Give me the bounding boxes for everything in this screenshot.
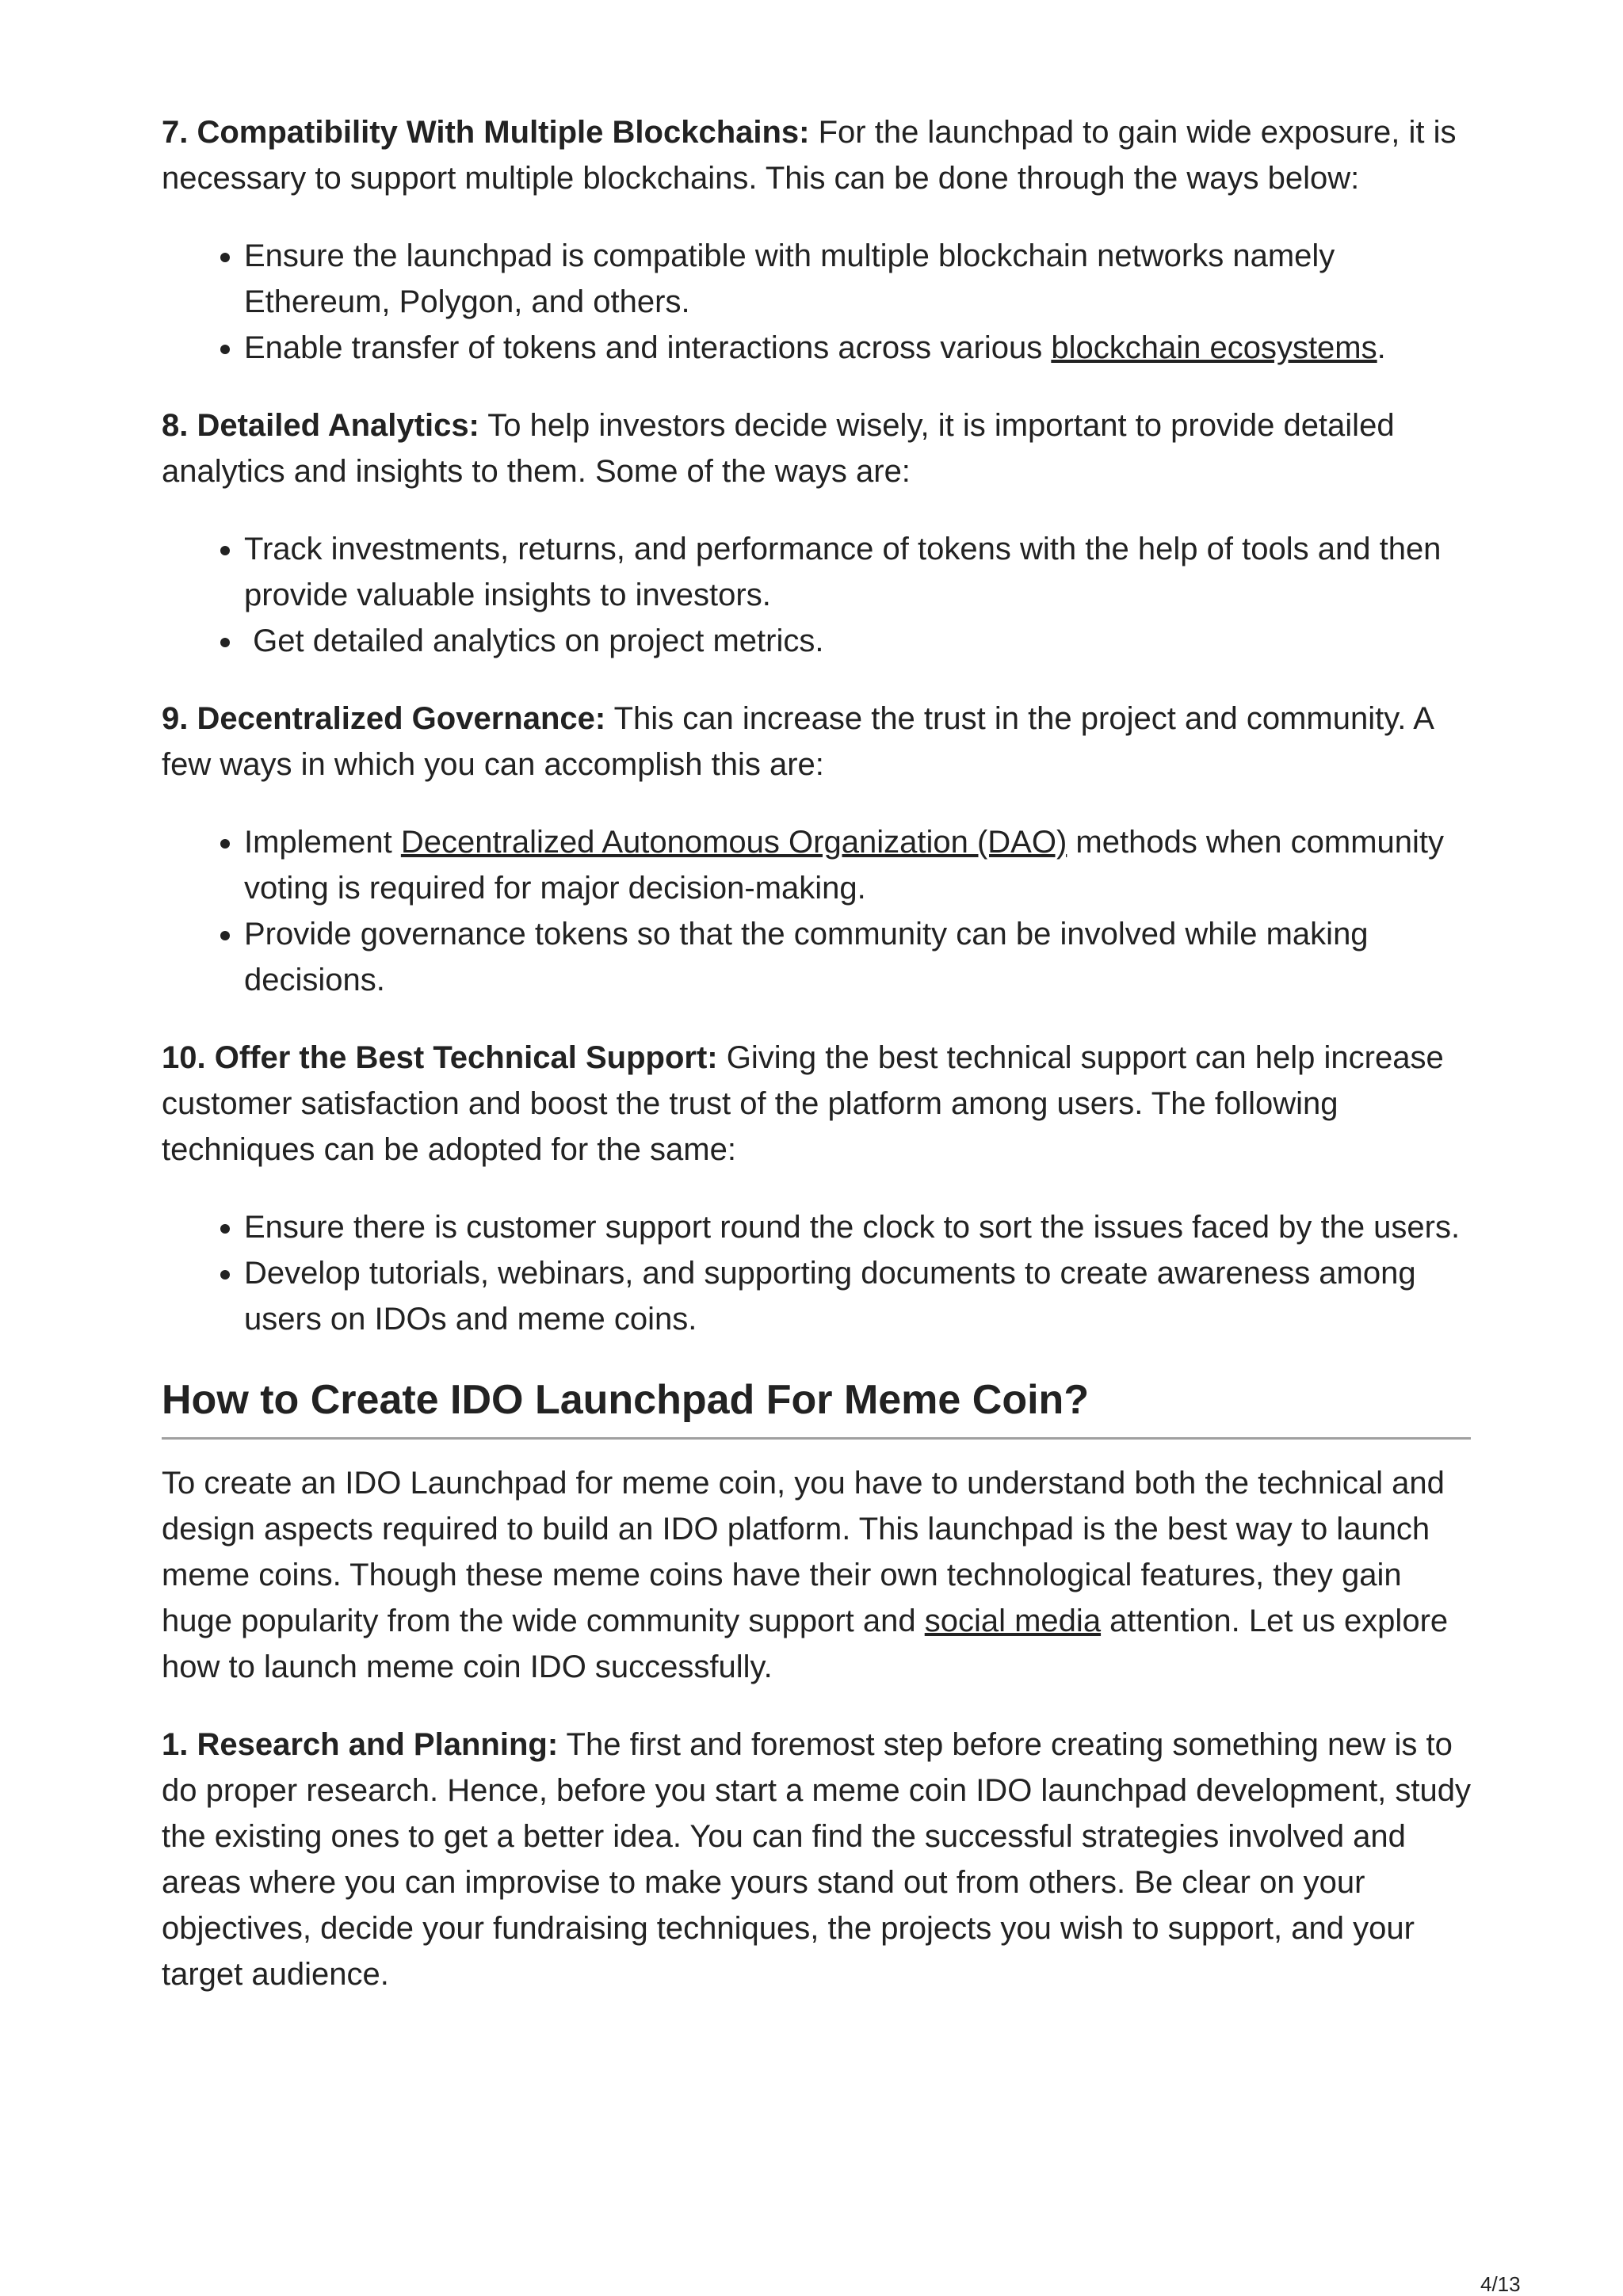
list-item: [244, 911, 1471, 1003]
section-8-heading: 8. Detailed Analytics:: [162, 408, 479, 443]
list-item: [244, 618, 1471, 664]
document-content: [162, 109, 1471, 2029]
how-to-heading: How to Create IDO Launchpad For Meme Coin?: [162, 1374, 1471, 1440]
section-7-bullet-1: Ensure the launchpad is compatible with multiple blockchain networks namely Ethereum, Polygon, and others.: [244, 238, 1335, 319]
list-item: [244, 1250, 1471, 1342]
section-7-heading: 7. Compatibility With Multiple Blockchains:: [162, 115, 810, 150]
list-item: [244, 526, 1471, 618]
blockchain-ecosystems-link[interactable]: blockchain ecosystems: [1051, 330, 1377, 365]
section-7-bullet-2-end: .: [1377, 330, 1386, 365]
section-9-bullet-1-end: methods when community voting is required for major decision-making.: [244, 825, 1445, 906]
list-item: [244, 233, 1471, 325]
section-8-text: To help investors decide wisely, it is important to provide detailed analytics and insights to them. Some of the ways are:: [162, 408, 1395, 489]
social-media-link[interactable]: social media: [924, 1604, 1102, 1638]
section-10-text: Giving the best technical support can help increase customer satisfaction and boost the trust of the platform among users. The following techniques can be adopted for the same:: [162, 1040, 1444, 1167]
section-7-list: [162, 233, 1471, 371]
section-10-bullet-1: Ensure there is customer support round the clock to sort the issues faced by the users.: [244, 1210, 1461, 1245]
step-1-heading: 1. Research and Planning:: [162, 1727, 559, 1762]
list-item: [244, 819, 1471, 911]
section-10-heading: 10. Offer the Best Technical Support:: [162, 1040, 718, 1075]
how-to-intro-paragraph: [162, 1460, 1471, 1690]
section-8-paragraph: [162, 402, 1471, 494]
dao-link[interactable]: Decentralized Autonomous Organization (DAO): [400, 825, 1067, 860]
section-7-text: For the launchpad to gain wide exposure, it is necessary to support multiple blockchains. This can be done through the ways below:: [162, 115, 1457, 196]
list-item: [244, 325, 1471, 371]
section-9-heading: 9. Decentralized Governance:: [162, 701, 606, 736]
section-8-bullet-1: Track investments, returns, and performance of tokens with the help of tools and then provide valuable insights to investors.: [244, 532, 1442, 612]
section-10-bullet-2: Develop tutorials, webinars, and supporting documents to create awareness among users on IDOs and meme coins.: [244, 1256, 1416, 1337]
section-8-list: [162, 526, 1471, 664]
section-7-bullet-2-text: Enable transfer of tokens and interactions across various: [244, 330, 1052, 365]
section-10-list: [162, 1204, 1471, 1342]
how-to-intro-text: To create an IDO Launchpad for meme coin, you have to understand both the technical and design aspects required to build an IDO platform. This launchpad is the best way to launch meme coins. Though these meme coins have their own technological features, they gain huge popularity from the wide community support and: [162, 1466, 1445, 1638]
section-8-bullet-2: Get detailed analytics on project metrics.: [244, 624, 824, 658]
section-9-bullet-1-text: Implement: [244, 825, 401, 860]
section-7-paragraph: [162, 109, 1471, 201]
how-to-intro-end: attention. Let us explore how to launch meme coin IDO successfully.: [162, 1604, 1449, 1684]
section-9-text: This can increase the trust in the project and community. A few ways in which you can accomplish this are:: [162, 701, 1433, 782]
page-number: 4/13: [1480, 2272, 1521, 2296]
step-1-paragraph: [162, 1722, 1471, 1997]
section-9-list: [162, 819, 1471, 1003]
step-1-text: The first and foremost step before creating something new is to do proper research. Hence, before you start a meme coin IDO launchpad development, study the existing ones to get a better idea. You can find the successful strategies involved and areas where you can improvise to make yours stand out from others. Be clear on your objectives, decide your fundraising techniques, the projects you wish to support, and your target audience.: [162, 1727, 1472, 1992]
section-9-paragraph: [162, 696, 1471, 788]
list-item: [244, 1204, 1471, 1250]
section-9-bullet-2: Provide governance tokens so that the community can be involved while making decisions.: [244, 917, 1369, 997]
section-10-paragraph: [162, 1035, 1471, 1173]
